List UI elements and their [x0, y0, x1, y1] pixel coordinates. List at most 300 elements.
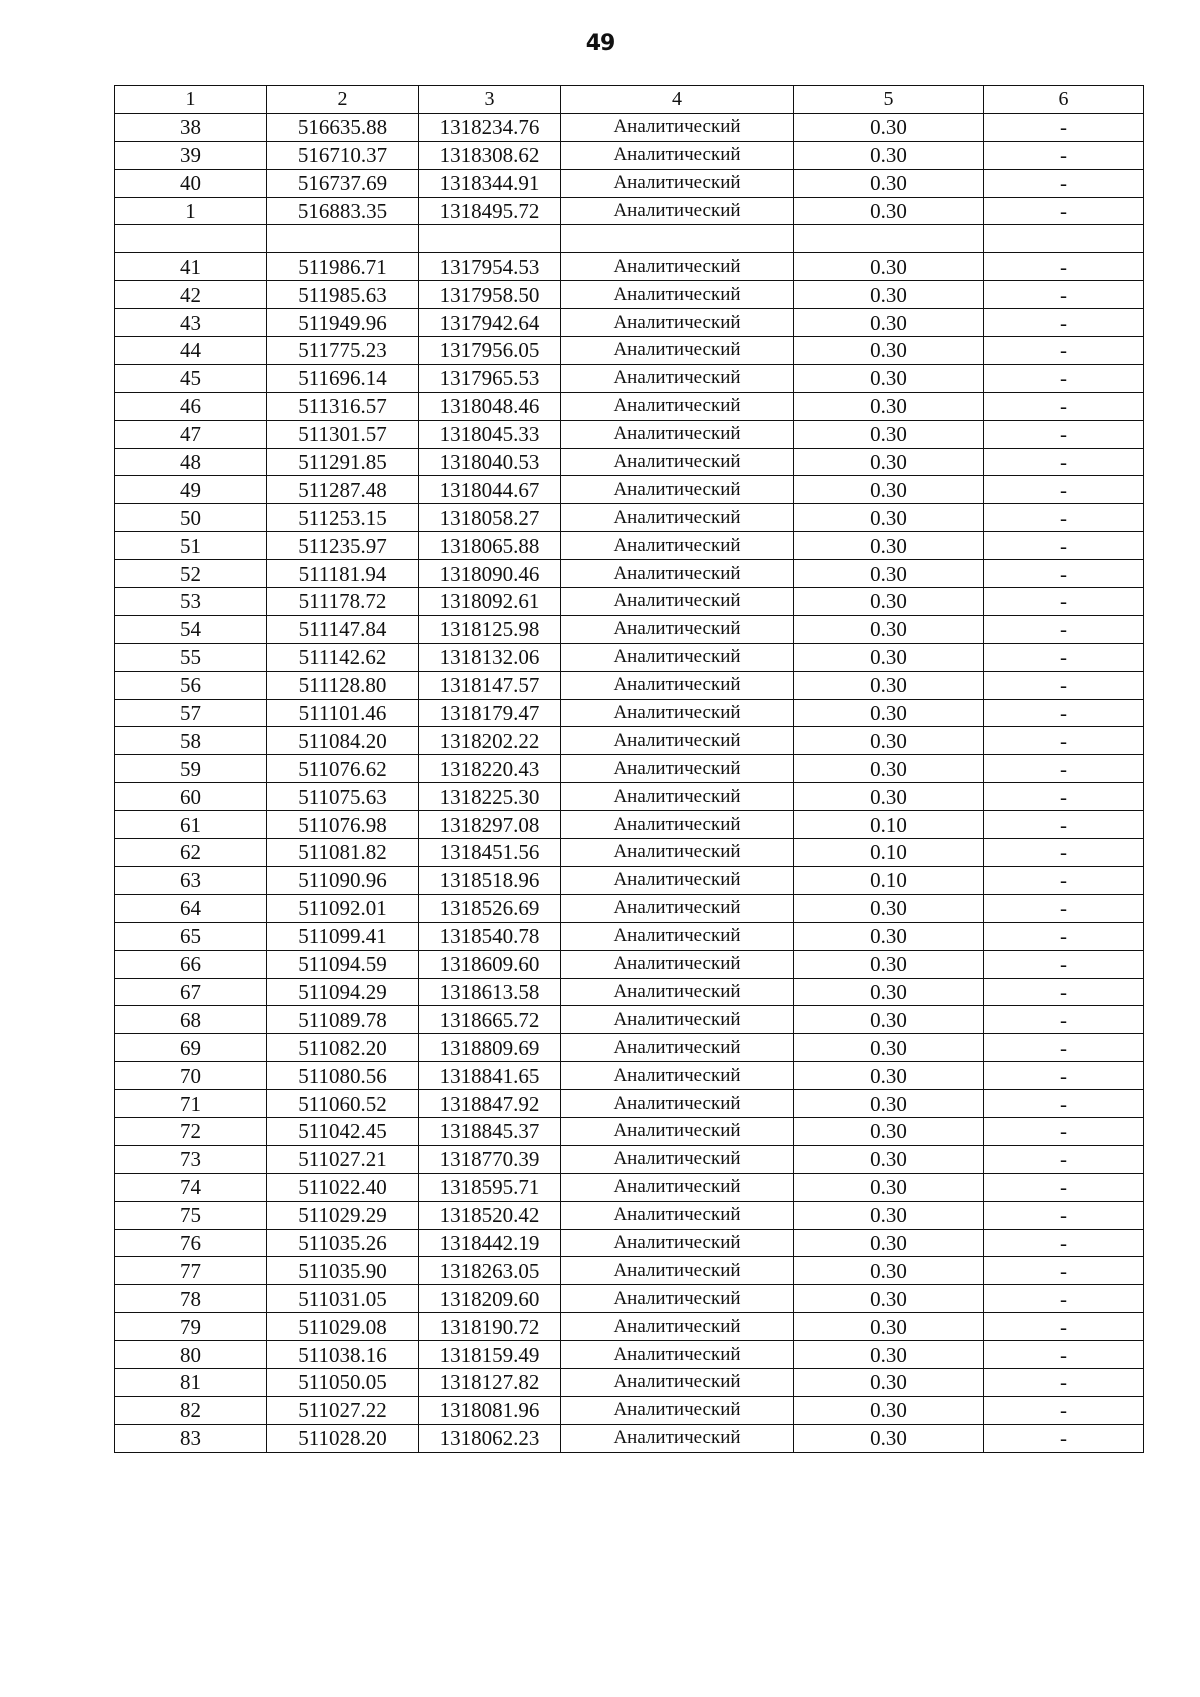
note-cell: -: [984, 671, 1144, 699]
header-cell-6: 6: [984, 86, 1144, 114]
note-cell: -: [984, 448, 1144, 476]
note-cell: -: [984, 392, 1144, 420]
error-cell: 0.30: [794, 281, 984, 309]
y-coordinate-cell: 1318220.43: [419, 755, 561, 783]
point-number-cell: 60: [115, 783, 267, 811]
y-coordinate-cell: 1318092.61: [419, 588, 561, 616]
x-coordinate-cell: 516883.35: [267, 197, 419, 225]
y-coordinate-cell: 1318209.60: [419, 1285, 561, 1313]
table-row: [115, 1396, 1144, 1424]
x-coordinate-cell: 511178.72: [267, 588, 419, 616]
method-cell: Аналитический: [561, 253, 794, 281]
table-row: [115, 253, 1144, 281]
x-coordinate-cell: 511076.62: [267, 755, 419, 783]
note-cell: -: [984, 1257, 1144, 1285]
error-cell: 0.30: [794, 1368, 984, 1396]
header-cell-4: 4: [561, 86, 794, 114]
y-coordinate-cell: 1318062.23: [419, 1424, 561, 1452]
point-number-cell: 68: [115, 1006, 267, 1034]
point-number-cell: 72: [115, 1117, 267, 1145]
table-row: [115, 839, 1144, 867]
error-cell: 0.30: [794, 950, 984, 978]
error-cell: 0.30: [794, 337, 984, 365]
method-cell: Аналитический: [561, 783, 794, 811]
point-number-cell: 75: [115, 1201, 267, 1229]
table-row: [115, 141, 1144, 169]
point-number-cell: 76: [115, 1229, 267, 1257]
method-cell: Аналитический: [561, 1034, 794, 1062]
table-row: [115, 811, 1144, 839]
table-row: [115, 281, 1144, 309]
y-coordinate-cell: 1318234.76: [419, 113, 561, 141]
note-cell: -: [984, 337, 1144, 365]
note-cell: -: [984, 699, 1144, 727]
table-row: [115, 1313, 1144, 1341]
x-coordinate-cell: 511029.08: [267, 1313, 419, 1341]
error-cell: 0.30: [794, 1034, 984, 1062]
error-cell: 0.30: [794, 420, 984, 448]
method-cell: Аналитический: [561, 727, 794, 755]
y-coordinate-cell: 1317942.64: [419, 309, 561, 337]
table-header-row: [115, 86, 1144, 114]
note-cell: -: [984, 1368, 1144, 1396]
method-cell: Аналитический: [561, 392, 794, 420]
x-coordinate-cell: 511986.71: [267, 253, 419, 281]
table-row: [115, 1062, 1144, 1090]
point-number-cell: 73: [115, 1145, 267, 1173]
x-coordinate-cell: 511696.14: [267, 364, 419, 392]
point-number-cell: 43: [115, 309, 267, 337]
note-cell: -: [984, 643, 1144, 671]
point-number-cell: 48: [115, 448, 267, 476]
x-coordinate-cell: 516737.69: [267, 169, 419, 197]
error-cell: 0.10: [794, 839, 984, 867]
error-cell: 0.30: [794, 699, 984, 727]
point-number-cell: 46: [115, 392, 267, 420]
error-cell: 0.10: [794, 866, 984, 894]
note-cell: -: [984, 588, 1144, 616]
note-cell: -: [984, 1117, 1144, 1145]
x-coordinate-cell: 511101.46: [267, 699, 419, 727]
method-cell: Аналитический: [561, 1229, 794, 1257]
y-coordinate-cell: 1317954.53: [419, 253, 561, 281]
y-coordinate-cell: 1318809.69: [419, 1034, 561, 1062]
x-coordinate-cell: 511985.63: [267, 281, 419, 309]
note-cell: -: [984, 1285, 1144, 1313]
point-number-cell: 56: [115, 671, 267, 699]
method-cell: Аналитический: [561, 615, 794, 643]
y-coordinate-cell: 1318451.56: [419, 839, 561, 867]
note-cell: -: [984, 253, 1144, 281]
x-coordinate-cell: 511089.78: [267, 1006, 419, 1034]
x-coordinate-cell: 511094.29: [267, 978, 419, 1006]
x-coordinate-cell: 511092.01: [267, 894, 419, 922]
note-cell: -: [984, 811, 1144, 839]
error-cell: 0.30: [794, 671, 984, 699]
table-row: [115, 1257, 1144, 1285]
point-number-cell: 50: [115, 504, 267, 532]
table-row: [115, 560, 1144, 588]
note-cell: -: [984, 169, 1144, 197]
method-cell: Аналитический: [561, 560, 794, 588]
y-coordinate-cell: 1318263.05: [419, 1257, 561, 1285]
point-number-cell: 61: [115, 811, 267, 839]
error-cell: 0.30: [794, 1006, 984, 1034]
table-row: [115, 1229, 1144, 1257]
method-cell: Аналитический: [561, 588, 794, 616]
y-coordinate-cell: 1318040.53: [419, 448, 561, 476]
y-coordinate-cell: 1318065.88: [419, 532, 561, 560]
point-number-cell: 81: [115, 1368, 267, 1396]
page-number: 49: [585, 31, 615, 56]
y-coordinate-cell: 1317965.53: [419, 364, 561, 392]
method-cell: Аналитический: [561, 755, 794, 783]
x-coordinate-cell: 511038.16: [267, 1341, 419, 1369]
error-cell: 0.30: [794, 588, 984, 616]
point-number-cell: 78: [115, 1285, 267, 1313]
x-coordinate-cell: 511050.05: [267, 1368, 419, 1396]
y-coordinate-cell: 1318127.82: [419, 1368, 561, 1396]
method-cell: [561, 225, 794, 253]
y-coordinate-cell: 1318125.98: [419, 615, 561, 643]
x-coordinate-cell: 511028.20: [267, 1424, 419, 1452]
y-coordinate-cell: 1318609.60: [419, 950, 561, 978]
table-row: [115, 699, 1144, 727]
table-row: [115, 225, 1144, 253]
error-cell: 0.30: [794, 755, 984, 783]
note-cell: -: [984, 1396, 1144, 1424]
method-cell: Аналитический: [561, 1090, 794, 1118]
table-row: [115, 337, 1144, 365]
method-cell: Аналитический: [561, 448, 794, 476]
y-coordinate-cell: 1318495.72: [419, 197, 561, 225]
x-coordinate-cell: 511035.26: [267, 1229, 419, 1257]
error-cell: 0.30: [794, 1201, 984, 1229]
x-coordinate-cell: 511035.90: [267, 1257, 419, 1285]
x-coordinate-cell: 511094.59: [267, 950, 419, 978]
method-cell: Аналитический: [561, 1201, 794, 1229]
error-cell: 0.30: [794, 364, 984, 392]
header-cell-3: 3: [419, 86, 561, 114]
point-number-cell: [115, 225, 267, 253]
y-coordinate-cell: 1318090.46: [419, 560, 561, 588]
table-row: [115, 448, 1144, 476]
method-cell: Аналитический: [561, 978, 794, 1006]
point-number-cell: 52: [115, 560, 267, 588]
header-cell-1: 1: [115, 86, 267, 114]
method-cell: Аналитический: [561, 699, 794, 727]
table-row: [115, 755, 1144, 783]
x-coordinate-cell: 511128.80: [267, 671, 419, 699]
point-number-cell: 41: [115, 253, 267, 281]
table-row: [115, 1034, 1144, 1062]
x-coordinate-cell: 511090.96: [267, 866, 419, 894]
error-cell: 0.30: [794, 922, 984, 950]
y-coordinate-cell: 1318179.47: [419, 699, 561, 727]
method-cell: Аналитический: [561, 364, 794, 392]
error-cell: 0.30: [794, 1285, 984, 1313]
x-coordinate-cell: 511029.29: [267, 1201, 419, 1229]
error-cell: 0.30: [794, 532, 984, 560]
error-cell: 0.30: [794, 1257, 984, 1285]
y-coordinate-cell: 1318770.39: [419, 1145, 561, 1173]
method-cell: Аналитический: [561, 1062, 794, 1090]
point-number-cell: 55: [115, 643, 267, 671]
y-coordinate-cell: 1318526.69: [419, 894, 561, 922]
point-number-cell: 71: [115, 1090, 267, 1118]
y-coordinate-cell: 1318044.67: [419, 476, 561, 504]
table-row: [115, 783, 1144, 811]
error-cell: 0.30: [794, 113, 984, 141]
method-cell: Аналитический: [561, 1117, 794, 1145]
error-cell: 0.30: [794, 894, 984, 922]
x-coordinate-cell: [267, 225, 419, 253]
method-cell: Аналитический: [561, 950, 794, 978]
x-coordinate-cell: 511022.40: [267, 1173, 419, 1201]
error-cell: 0.30: [794, 197, 984, 225]
x-coordinate-cell: 511082.20: [267, 1034, 419, 1062]
point-number-cell: 44: [115, 337, 267, 365]
y-coordinate-cell: 1318847.92: [419, 1090, 561, 1118]
x-coordinate-cell: 511181.94: [267, 560, 419, 588]
x-coordinate-cell: 511949.96: [267, 309, 419, 337]
method-cell: Аналитический: [561, 532, 794, 560]
method-cell: Аналитический: [561, 894, 794, 922]
table-row: [115, 950, 1144, 978]
error-cell: 0.10: [794, 811, 984, 839]
y-coordinate-cell: 1318045.33: [419, 420, 561, 448]
error-cell: 0.30: [794, 978, 984, 1006]
x-coordinate-cell: 511027.21: [267, 1145, 419, 1173]
x-coordinate-cell: 511075.63: [267, 783, 419, 811]
table-row: [115, 1368, 1144, 1396]
error-cell: 0.30: [794, 141, 984, 169]
y-coordinate-cell: 1318159.49: [419, 1341, 561, 1369]
point-number-cell: 67: [115, 978, 267, 1006]
table-row: [115, 1145, 1144, 1173]
table-row: [115, 1424, 1144, 1452]
y-coordinate-cell: 1318297.08: [419, 811, 561, 839]
y-coordinate-cell: 1318442.19: [419, 1229, 561, 1257]
table-row: [115, 1117, 1144, 1145]
point-number-cell: 49: [115, 476, 267, 504]
note-cell: -: [984, 1006, 1144, 1034]
y-coordinate-cell: 1318132.06: [419, 643, 561, 671]
x-coordinate-cell: 511076.98: [267, 811, 419, 839]
note-cell: -: [984, 839, 1144, 867]
y-coordinate-cell: 1318841.65: [419, 1062, 561, 1090]
x-coordinate-cell: 511081.82: [267, 839, 419, 867]
error-cell: 0.30: [794, 1173, 984, 1201]
table-row: [115, 532, 1144, 560]
table-row: [115, 1341, 1144, 1369]
table-row: [115, 1285, 1144, 1313]
error-cell: 0.30: [794, 1229, 984, 1257]
table-row: [115, 671, 1144, 699]
note-cell: -: [984, 615, 1144, 643]
y-coordinate-cell: 1318665.72: [419, 1006, 561, 1034]
point-number-cell: 38: [115, 113, 267, 141]
point-number-cell: 58: [115, 727, 267, 755]
table-row: [115, 1173, 1144, 1201]
note-cell: -: [984, 532, 1144, 560]
x-coordinate-cell: 511291.85: [267, 448, 419, 476]
y-coordinate-cell: 1318225.30: [419, 783, 561, 811]
x-coordinate-cell: 511287.48: [267, 476, 419, 504]
note-cell: -: [984, 1229, 1144, 1257]
error-cell: 0.30: [794, 783, 984, 811]
method-cell: Аналитический: [561, 1396, 794, 1424]
method-cell: Аналитический: [561, 866, 794, 894]
error-cell: 0.30: [794, 643, 984, 671]
x-coordinate-cell: 511142.62: [267, 643, 419, 671]
error-cell: 0.30: [794, 309, 984, 337]
note-cell: -: [984, 978, 1144, 1006]
method-cell: Аналитический: [561, 1424, 794, 1452]
y-coordinate-cell: 1318845.37: [419, 1117, 561, 1145]
method-cell: Аналитический: [561, 1341, 794, 1369]
point-number-cell: 42: [115, 281, 267, 309]
method-cell: Аналитический: [561, 1313, 794, 1341]
error-cell: 0.30: [794, 1145, 984, 1173]
point-number-cell: 54: [115, 615, 267, 643]
error-cell: 0.30: [794, 1090, 984, 1118]
note-cell: -: [984, 727, 1144, 755]
point-number-cell: 1: [115, 197, 267, 225]
method-cell: Аналитический: [561, 922, 794, 950]
y-coordinate-cell: 1318613.58: [419, 978, 561, 1006]
note-cell: -: [984, 560, 1144, 588]
note-cell: -: [984, 197, 1144, 225]
table-row: [115, 866, 1144, 894]
table-row: [115, 169, 1144, 197]
y-coordinate-cell: 1318048.46: [419, 392, 561, 420]
note-cell: -: [984, 866, 1144, 894]
note-cell: -: [984, 950, 1144, 978]
table-row: [115, 504, 1144, 532]
error-cell: 0.30: [794, 1062, 984, 1090]
point-number-cell: 40: [115, 169, 267, 197]
point-number-cell: 64: [115, 894, 267, 922]
y-coordinate-cell: 1317956.05: [419, 337, 561, 365]
table-row: [115, 1201, 1144, 1229]
table-row: [115, 1090, 1144, 1118]
y-coordinate-cell: 1318058.27: [419, 504, 561, 532]
x-coordinate-cell: 511775.23: [267, 337, 419, 365]
y-coordinate-cell: 1318518.96: [419, 866, 561, 894]
table-row: [115, 894, 1144, 922]
error-cell: 0.30: [794, 448, 984, 476]
method-cell: Аналитический: [561, 1285, 794, 1313]
note-cell: -: [984, 1145, 1144, 1173]
method-cell: Аналитический: [561, 476, 794, 504]
method-cell: Аналитический: [561, 504, 794, 532]
method-cell: Аналитический: [561, 671, 794, 699]
error-cell: 0.30: [794, 615, 984, 643]
y-coordinate-cell: 1318081.96: [419, 1396, 561, 1424]
note-cell: -: [984, 1090, 1144, 1118]
y-coordinate-cell: 1318540.78: [419, 922, 561, 950]
x-coordinate-cell: 511235.97: [267, 532, 419, 560]
table-row: [115, 392, 1144, 420]
error-cell: 0.30: [794, 253, 984, 281]
method-cell: Аналитический: [561, 811, 794, 839]
note-cell: -: [984, 1424, 1144, 1452]
x-coordinate-cell: 516710.37: [267, 141, 419, 169]
point-number-cell: 53: [115, 588, 267, 616]
table-row: [115, 922, 1144, 950]
x-coordinate-cell: 511084.20: [267, 727, 419, 755]
error-cell: 0.30: [794, 392, 984, 420]
y-coordinate-cell: 1318147.57: [419, 671, 561, 699]
error-cell: 0.30: [794, 560, 984, 588]
table-row: [115, 727, 1144, 755]
method-cell: Аналитический: [561, 169, 794, 197]
note-cell: -: [984, 504, 1144, 532]
x-coordinate-cell: 511080.56: [267, 1062, 419, 1090]
method-cell: Аналитический: [561, 1368, 794, 1396]
table-body: [115, 86, 1144, 1453]
error-cell: 0.30: [794, 1313, 984, 1341]
point-number-cell: 47: [115, 420, 267, 448]
point-number-cell: 59: [115, 755, 267, 783]
note-cell: -: [984, 476, 1144, 504]
note-cell: -: [984, 1341, 1144, 1369]
error-cell: 0.30: [794, 1424, 984, 1452]
method-cell: Аналитический: [561, 1145, 794, 1173]
point-number-cell: 80: [115, 1341, 267, 1369]
method-cell: Аналитический: [561, 337, 794, 365]
note-cell: -: [984, 1201, 1144, 1229]
table-row: [115, 588, 1144, 616]
x-coordinate-cell: 516635.88: [267, 113, 419, 141]
point-number-cell: 74: [115, 1173, 267, 1201]
y-coordinate-cell: 1318202.22: [419, 727, 561, 755]
method-cell: Аналитический: [561, 309, 794, 337]
note-cell: -: [984, 894, 1144, 922]
point-number-cell: 65: [115, 922, 267, 950]
table-row: [115, 309, 1144, 337]
point-number-cell: 45: [115, 364, 267, 392]
x-coordinate-cell: 511301.57: [267, 420, 419, 448]
header-cell-2: 2: [267, 86, 419, 114]
note-cell: -: [984, 1062, 1144, 1090]
error-cell: 0.30: [794, 727, 984, 755]
point-number-cell: 39: [115, 141, 267, 169]
error-cell: 0.30: [794, 1341, 984, 1369]
note-cell: -: [984, 1173, 1144, 1201]
note-cell: -: [984, 755, 1144, 783]
error-cell: 0.30: [794, 1396, 984, 1424]
method-cell: Аналитический: [561, 281, 794, 309]
note-cell: -: [984, 141, 1144, 169]
method-cell: Аналитический: [561, 1006, 794, 1034]
point-number-cell: 66: [115, 950, 267, 978]
point-number-cell: 57: [115, 699, 267, 727]
x-coordinate-cell: 511060.52: [267, 1090, 419, 1118]
note-cell: -: [984, 420, 1144, 448]
y-coordinate-cell: 1318595.71: [419, 1173, 561, 1201]
point-number-cell: 79: [115, 1313, 267, 1341]
note-cell: -: [984, 364, 1144, 392]
point-number-cell: 70: [115, 1062, 267, 1090]
error-cell: 0.30: [794, 1117, 984, 1145]
note-cell: [984, 225, 1144, 253]
method-cell: Аналитический: [561, 197, 794, 225]
method-cell: Аналитический: [561, 113, 794, 141]
coordinates-table: [114, 85, 1144, 1453]
method-cell: Аналитический: [561, 1257, 794, 1285]
